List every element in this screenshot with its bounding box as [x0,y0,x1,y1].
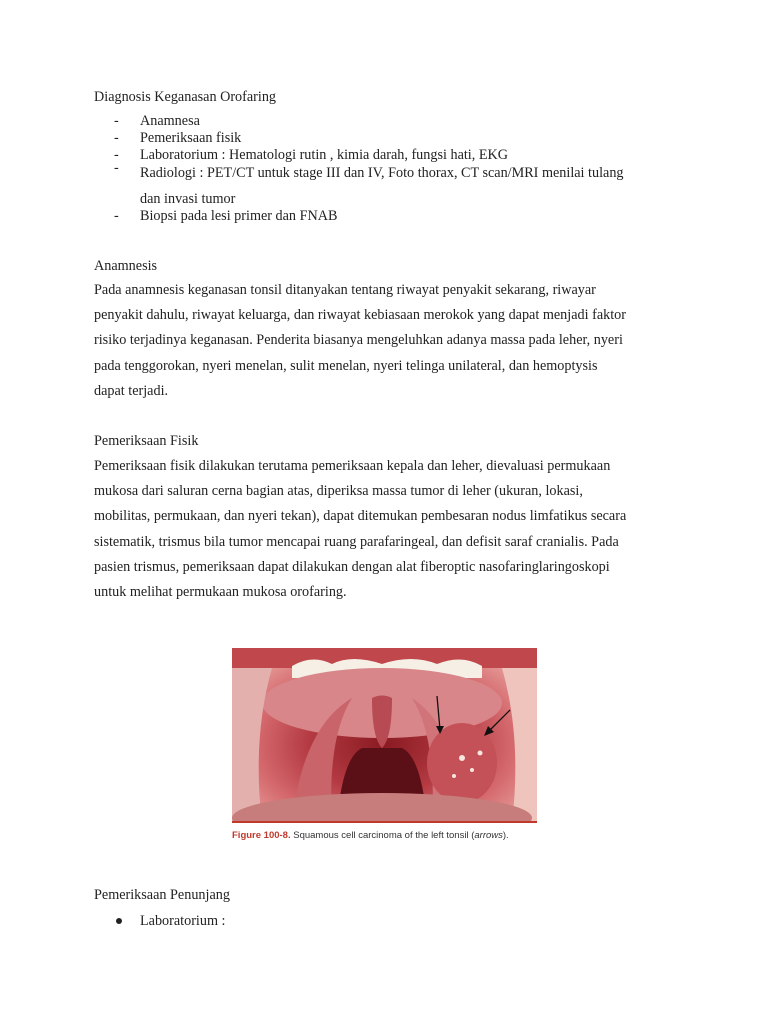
tonsil-photo [232,648,537,823]
list-item: - Anamnesa [114,113,200,129]
list-item: - Pemeriksaan fisik [114,130,242,146]
list-item: - Laboratorium : Hematologi rutin , kimia darah, fungsi hati, EKG [114,147,509,163]
penunjang-list [114,912,226,930]
section-title-penunjang: Pemeriksaan Penunjang [94,887,230,903]
pemeriksaan-fisik-paragraph: Pemeriksaan fisik dilakukan terutama pemeriksaan kepala dan leher, dievaluasi permukaan mukosa dari saluran cerna bagian atas, diperiksa massa tumor di leher (ukuran, lokasi, mobilitas, permukaan, dan nyeri tekan), dapat ditemukan pembesaran nodus limfatikus secara sistematik, trismus bila tumor mencapai ruang parafaringeal, dan defisit saraf cranialis. Pada pasien trismus, pemeriksaan dapat dilakukan dengan alat fiberoptic nasofaringlaringoskopi untuk melihat permukaan mukosa orofaring. [94,458,627,601]
anamnesis-paragraph: Pada anamnesis keganasan tonsil ditanyakan tentang riwayat penyakit sekarang, riwayar penyakit dahulu, riwayat keluarga, dan riwayat kebiasaan merokok yang dapat menjadi faktor risiko terjadinya keganasan. Penderita biasanya mengeluhkan adanya massa pada leher, nyeri pada tenggorokan, nyeri menelan, sulit menelan, nyeri telinga unilateral, dan hemoptysis dapat terjadi. [94,282,626,399]
list-item: Laboratorium : [114,912,226,930]
section-title-pemeriksaan-fisik: Pemeriksaan Fisik [94,433,199,449]
list-item: - Radiologi : PET/CT untuk stage III dan IV, Foto thorax, CT scan/MRI menilai tulang dan invasi tumor [114,160,624,207]
tonsil-illustration [232,648,537,823]
section-title-anamnesis: Anamnesis [94,258,158,274]
bullet-icon [116,918,122,924]
diagnosis-list [114,113,674,225]
section-title-diagnosis: Diagnosis Keganasan Orofaring [94,89,277,105]
figure-caption: Figure 100-8. Squamous cell carcinoma of the left tonsil (arrows). [232,830,509,841]
list-item: - Biopsi pada lesi primer dan FNAB [114,208,338,224]
